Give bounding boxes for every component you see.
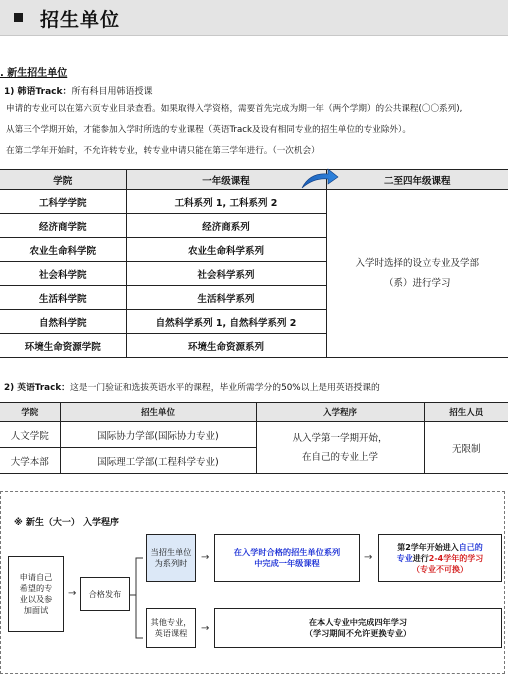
college-cell: 经济商学院 (0, 214, 126, 238)
english-track-desc: 这是一门验证和选拔英语水平的课程，毕业所需学分的50%以上是用英语授课的 (69, 383, 380, 393)
table-header-row (0, 403, 508, 422)
merged-later-years-cell (326, 190, 508, 358)
header-first-year: 一年级课程 (126, 170, 326, 190)
arrow-icon: → (364, 552, 373, 563)
college-cell: 农业生命科学院 (0, 238, 126, 262)
other-major-box (146, 608, 196, 648)
paragraph-line: 从第三个学期开始，才能参加入学时所选的专业课程（英语Track及设有相同专业的招生单位的专业除外）。 (6, 125, 411, 135)
square-bullet-icon (14, 13, 23, 22)
apply-line: 业以及参 (19, 594, 53, 604)
arrow-icon: → (201, 623, 210, 634)
header-college: 学院 (0, 403, 60, 422)
unit-cell: 国际协力学部(国际协力专业) (60, 422, 256, 448)
course-cell: 生活科学系列 (126, 286, 326, 310)
paragraph-line: 申请的专业可以在第六页专业目录查看。如果取得入学资格，需要首先完成为期一年（两个学期）的公共课程(〇〇系列), (6, 104, 463, 114)
korean-track-desc: 所有科目用韩语授课 (71, 87, 153, 97)
merged-line: （系）进行学习 (383, 277, 451, 289)
header-quota: 招生人员 (424, 403, 508, 422)
course-cell: 工科系列 1, 工科系列 2 (126, 190, 326, 214)
apply-box (8, 556, 64, 632)
series-unit-box (146, 534, 196, 582)
college-cell: 大学本部 (0, 448, 60, 474)
english-track-label: 2) 英语Track： (4, 383, 70, 393)
section1-subtitle (4, 84, 153, 97)
procedure-line: 从入学第一学期开始， (292, 432, 388, 444)
apply-line: 希望的专 (19, 583, 53, 593)
series-line: 在入学时合格的招生单位系列 (233, 547, 341, 557)
course-cell: 经济商系列 (126, 214, 326, 238)
course-cell: 社会科学系列 (126, 262, 326, 286)
college-cell: 自然科学院 (0, 310, 126, 334)
merged-line: 入学时选择的设立专业及学部 (355, 257, 479, 269)
unit-cell: 国际理工学部(工程科学专业) (60, 448, 256, 474)
header-unit: 招生单位 (60, 403, 256, 422)
curved-arrow-icon (300, 168, 340, 190)
college-cell: 人文学院 (0, 422, 60, 448)
course-cell: 农业生命科学系列 (126, 238, 326, 262)
year2-text: （专业不可换） (412, 564, 468, 574)
arrow-icon: → (68, 588, 77, 599)
header-college: 学院 (0, 170, 126, 190)
korean-track-table (0, 169, 508, 358)
college-cell: 环境生命资源学院 (0, 334, 126, 358)
year2-line (397, 542, 483, 553)
header-procedure: 入学程序 (256, 403, 424, 422)
college-cell: 工科学学院 (0, 190, 126, 214)
result-box: 合格发布 (80, 577, 130, 611)
course-cell: 环境生命资源系列 (126, 334, 326, 358)
year2-text: 2-4学年的学习 (428, 553, 484, 563)
first-year-box (214, 534, 360, 582)
korean-track-label: 1) 韩语Track： (4, 87, 72, 97)
section1-title: . 新生招生单位 (0, 68, 68, 79)
page-title: 招生单位 (40, 9, 121, 31)
college-cell: 社会科学院 (0, 262, 126, 286)
english-track-table (0, 402, 508, 474)
unit-line: 当招生单位 (150, 547, 192, 557)
course-cell: 自然科学系列 1, 自然科学系列 2 (126, 310, 326, 334)
procedure-cell (256, 422, 424, 474)
header-later-years: 二至四年级课程 (326, 170, 508, 190)
series-line: 中完成一年级课程 (254, 558, 320, 568)
year2-line (397, 553, 483, 564)
table-header-row (0, 170, 508, 190)
quota-cell: 无限制 (424, 422, 508, 474)
other-line: 英语课程 (154, 628, 188, 638)
arrow-icon: → (201, 552, 210, 563)
apply-line: 申请自己 (19, 572, 53, 582)
table-row (0, 190, 508, 214)
other-line: 其他专业， (150, 617, 192, 627)
apply-line: 加面试 (23, 605, 49, 615)
section2-title (4, 380, 380, 393)
year2-text: 自己的 (458, 542, 483, 552)
year2-text: 进行 (412, 553, 429, 563)
college-cell: 生活科学院 (0, 286, 126, 310)
branch-bracket-icon (130, 548, 146, 648)
procedure-title: ※ 新生（大一） 入学程序 (14, 518, 120, 528)
title-bar (0, 0, 508, 36)
paragraph-line: 在第二学年开始时，不允许转专业，转专业申请只能在第三学年进行。（一次机会） (6, 146, 320, 156)
year2-box (378, 534, 502, 582)
four-year-line: （学习期间不允许更换专业） (304, 628, 412, 638)
four-year-box (214, 608, 502, 648)
unit-line: 为系列时 (154, 558, 188, 568)
year2-text: 第2学年开始进入 (397, 542, 459, 552)
table-row (0, 422, 508, 448)
procedure-line: 在自己的专业上学 (301, 451, 378, 463)
four-year-line: 在本人专业中完成四年学习 (308, 617, 408, 627)
year2-text: 专业 (396, 553, 413, 563)
